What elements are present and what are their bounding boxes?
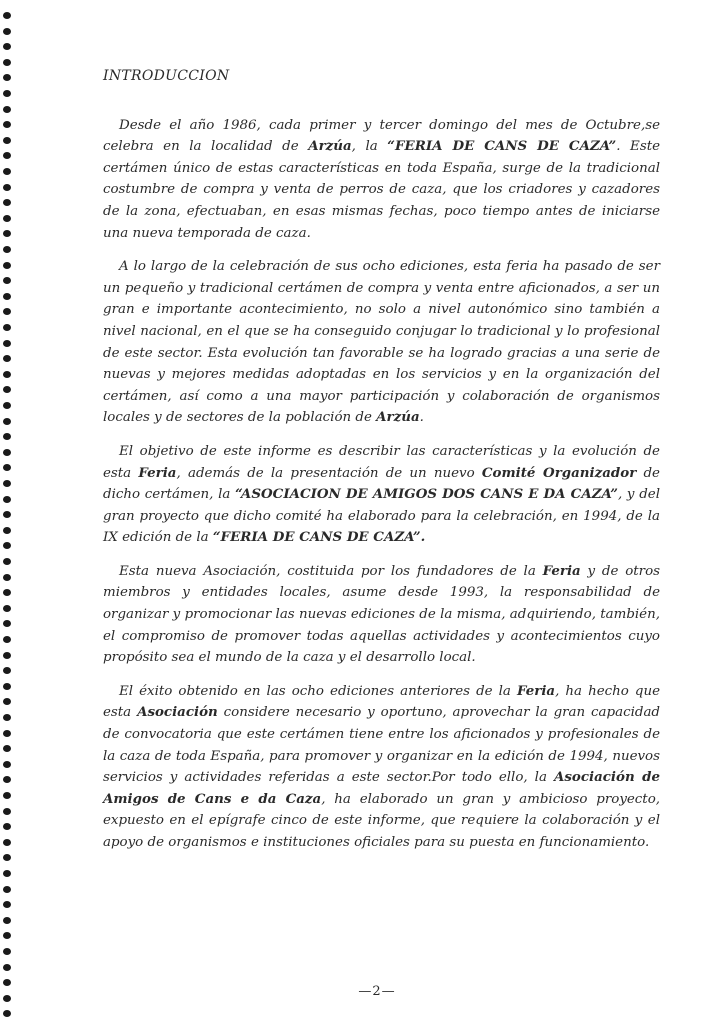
text-run: de dicho certámen, la <box>103 465 660 503</box>
binding-hole-icon <box>3 683 11 690</box>
binding-hole-icon <box>3 558 11 565</box>
binding-hole-icon <box>3 418 11 425</box>
binding-hole-icon <box>3 215 11 222</box>
bold-text: Feria <box>516 682 556 699</box>
binding-hole-icon <box>3 480 11 487</box>
text-run: A lo largo de la celebración de sus ocho ediciones, esta feria ha pasado de ser un pequeño y tradicional certámen de compra y venta entre aficionados, a ser un gran e importante acontecimiento, no solo a nivel autonómico sino también a nivel nacional, en el que se ha conseguido conjugar lo tradicional y lo profesional de este sector. Esta evolución tan favorable se ha logrado gracias a una serie de nuevas y mejores medidas adoptadas en los servicios y en la organización del certámen, así como a una mayor participación y colaboración de organismos locales y de sectores de la población de <box>103 259 660 426</box>
bold-text: Asociación de Amigos de Cans e da Caza <box>103 769 661 807</box>
binding-hole-icon <box>3 574 11 581</box>
binding-hole-icon <box>3 823 11 830</box>
text-run: , ha elaborado un gran y ambicioso proyecto, expuesto en el epígrafe cinco de este informe, que requiere la colaboración y el apoyo de organismos e instituciones oficiales para su puesta en funcionamiento. <box>103 791 661 850</box>
text-run: , además de la presentación de un nuevo <box>176 465 482 481</box>
binding-hole-icon <box>3 698 11 705</box>
binding-hole-icon <box>3 324 11 331</box>
paragraph-4 <box>103 561 660 669</box>
paragraph-3 <box>103 441 660 549</box>
binding-hole-icon <box>3 43 11 50</box>
binding-hole-icon <box>3 262 11 269</box>
binding-hole-icon <box>3 652 11 659</box>
binding-hole-icon <box>3 620 11 627</box>
binding-hole-icon <box>3 667 11 674</box>
bold-text: Feria <box>542 562 581 579</box>
binding-hole-icon <box>3 1010 11 1017</box>
binding-hole-icon <box>3 730 11 737</box>
binding-hole-icon <box>3 340 11 347</box>
binding-hole-icon <box>3 74 11 81</box>
binding-hole-icon <box>3 870 11 877</box>
binding-hole-icon <box>3 854 11 861</box>
binding-hole-icon <box>3 386 11 393</box>
text-run: . Este certámen único de estas características en toda España, surge de la tradicional costumbre de compra y venta de perros de caza, que los criadores y cazadores de la zona, efectuaban, en esas mismas fechas, poco tiempo antes de iniciarse una nueva temporada de caza. <box>103 139 661 241</box>
binding-hole-icon <box>3 589 11 596</box>
text-run: Desde el año 1986, cada primer y tercer domingo del mes de Octubre,se celebra en la localidad de <box>103 117 660 155</box>
binding-hole-icon <box>3 776 11 783</box>
text-run: El éxito obtenido en las ocho ediciones anteriores de la <box>119 683 517 699</box>
binding-hole-icon <box>3 917 11 924</box>
text-run: El objetivo de este informe es describir las características y la evolución de esta <box>103 443 660 481</box>
paragraph-1 <box>103 115 660 245</box>
binding-hole-icon <box>3 152 11 159</box>
binding-hole-icon <box>3 402 11 409</box>
binding-hole-icon <box>3 745 11 752</box>
binding-hole-icon <box>3 168 11 175</box>
text-run: y de otros miembros y entidades locales, asume desde 1993, la responsabilidad de organizar y promocionar las nuevas ediciones de la misma, adquiriendo, también, el compromiso de promover todas aquellas actividades y acontecimientos cuyo propósito sea el mundo de la caza y el desarrollo local. <box>103 563 661 666</box>
binding-hole-icon <box>3 355 11 362</box>
binding-hole-icon <box>3 636 11 643</box>
binding-hole-icon <box>3 932 11 939</box>
bold-text: “FERIA DE CANS DE CAZA”. <box>212 529 426 546</box>
text-run: Esta nueva Asociación, costituida por los fundadores de la <box>119 563 543 579</box>
document-body <box>103 66 660 866</box>
paragraph-5 <box>103 681 660 854</box>
binding-hole-icon <box>3 90 11 97</box>
binding-hole-icon <box>3 761 11 768</box>
binding-hole-icon <box>3 542 11 549</box>
bold-text: Arzúa <box>308 138 352 155</box>
binding-hole-icon <box>3 464 11 471</box>
binding-hole-icon <box>3 948 11 955</box>
text-run: , ha hecho que esta <box>103 683 660 721</box>
bold-text: “ASOCIACION DE AMIGOS DOS CANS E DA CAZA” <box>235 486 618 503</box>
binding-hole-icon <box>3 886 11 893</box>
text-run: , y del gran proyecto que dicho comité ha elaborado para la celebración, en 1994, de la IX edición de la <box>103 487 660 546</box>
binding-hole-icon <box>3 792 11 799</box>
binding-hole-icon <box>3 59 11 66</box>
binding-hole-icon <box>3 28 11 35</box>
bold-text: Asociación <box>137 704 218 721</box>
binding-hole-icon <box>3 184 11 191</box>
binding-hole-icon <box>3 121 11 128</box>
text-run: considere necesario y oportuno, aprovechar la gran capacidad de convocatoria que este certámen tiene entre los aficionados y profesionales de la caza de toda España, para promover y organizar en la edición de 1994, nuevos servicios y actividades referidas a este sector.Por todo ello, la <box>103 705 660 786</box>
binding-hole-icon <box>3 433 11 440</box>
binding-hole-icon <box>3 371 11 378</box>
binding-hole-icon <box>3 277 11 284</box>
binding-hole-icon <box>3 527 11 534</box>
binding-hole-icon <box>3 714 11 721</box>
section-heading: INTRODUCCION <box>103 68 230 84</box>
binding-hole-icon <box>3 293 11 300</box>
binding-hole-icon <box>3 808 11 815</box>
bold-text: “FERIA DE CANS DE CAZA” <box>387 138 617 155</box>
binding-hole-icon <box>3 12 11 19</box>
binding-hole-icon <box>3 605 11 612</box>
binding-hole-icon <box>3 199 11 206</box>
bold-text: Comité Organizador <box>481 464 637 481</box>
text-run: , la <box>351 139 388 155</box>
page-number: —2— <box>358 984 396 999</box>
binding-hole-icon <box>3 137 11 144</box>
binding-hole-icon <box>3 449 11 456</box>
spiral-binding <box>0 0 18 1024</box>
bold-text: Arzúa <box>376 409 420 426</box>
binding-hole-icon <box>3 496 11 503</box>
binding-hole-icon <box>3 511 11 518</box>
paragraph-2 <box>103 256 660 429</box>
binding-hole-icon <box>3 230 11 237</box>
binding-hole-icon <box>3 246 11 253</box>
text-run: . <box>419 410 424 426</box>
binding-hole-icon <box>3 839 11 846</box>
binding-hole-icon <box>3 308 11 315</box>
binding-hole-icon <box>3 901 11 908</box>
bold-text: Feria <box>138 464 177 481</box>
binding-hole-icon <box>3 964 11 971</box>
binding-hole-icon <box>3 106 11 113</box>
